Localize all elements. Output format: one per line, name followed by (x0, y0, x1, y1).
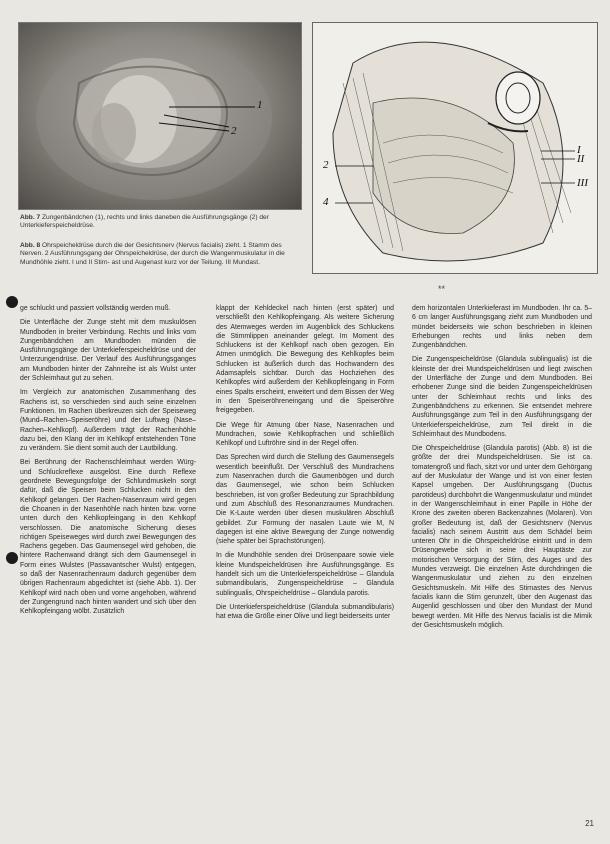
paragraph: Die Ohrspeicheldrüse (Glandula parotis) (Abb. 8) ist die größte der drei Mundspeicheldrüsen. Sie ist ca. tomatengroß und flach, sitzt vor und unter dem Gehörgang auf der Muskulatur der Wange und ist von einer festen Kapsel umgeben. Der Ausführungsgang (Ductus parotideus) durchbohrt die Wangenmuskulatur und mündet in der Wangenschleimhaut in einer Papille in Höhe der Krone des zweiten oberen Backenzahnes (Molaren). Von großer Bedeutung ist, daß der Gesichtsnerv (Nervus facialis) nach seinem Austritt aus dem Schädel beim unteren Ohr in die Ohrspeicheldrüse eintritt und in dem Drüsengewebe sich in seine drei Hauptäste zur motorischen Versorgung der Stirn, des Auges und des Mundes verzweigt. Die einzelnen Äste durchdringen die Wangenmuskulatur und ziehen zu den einzelnen Gesichtsmuskeln. Mit Hilfe des Stirnastes des Nervus facialis kann die Stirn gerunzelt, über den Augenast das Augenlid geschlossen und über den Mundast der Mund bewegt werden. Mit Hilfe des Nervus facialis ist die Mimik der Gesichtsmuskeln möglich. (412, 445, 592, 629)
paragraph: dem horizontalen Unterkieferast im Mundboden. Ihr ca. 5–6 cm langer Ausführungsgang zieht zum Mundboden und mündet beiderseits wie schon beschrieben in kleinen Erhebungen rechts und links neben dem Zungenbändchen. (412, 305, 592, 350)
drawing-label-I: I (577, 144, 581, 156)
drawing-label-4: 4 (323, 196, 329, 208)
drawing-label-III: III (577, 177, 588, 189)
photo-label-1: 1 (257, 99, 263, 111)
caption-abb7 (20, 214, 300, 231)
caption-abb7-text: Zungenbändchen (1), rechts und links daneben die Ausführungsgänge (2) der Unterkieferspeicheldrüse. (20, 214, 269, 230)
page-number: 21 (585, 819, 594, 828)
caption-abb8-text: Ohrspeicheldrüse durch die der Gesichtsnerv (Nervus facialis) zieht. 1 Stamm des Nerven. 2 Ausführungsgang der Ohrspeicheldrüse, der durch die Wangenmuskulatur in die Mundhöhle zieht. I und II Stirn- ast und Augenast kurz vor der Teilung. III Mundast. (20, 242, 285, 266)
paragraph: klappt der Kehldeckel nach hinten (erst später) und verschließt den Kehlkopfeingang. Als weitere Sicherung des Atemweges werden im Augenblick des Schluckens die Stimmlippen aneinander gelegt. Im Moment des Schluckens ist der Kehlkopf nach oben gezogen. Ein Atmen unmöglich. Die Bewegung des Kehlkopfes beim Schlucken ist äußerlich durch das Hochwandern des Adamsapfels sichtbar. Durch das Hochziehen des Kehlkopfes wird außerdem der Kehlkopfeingang in Form eines Spalts erscheint, erweitert und dem Bissen der Weg in den Speiseröhreneingang und die Speiseröhre freigegeben. (216, 305, 394, 415)
text-column-2 (216, 304, 394, 627)
paragraph: Im Vergleich zur anatomischen Zusammenhang des Rachens ist, so verschieden sind auch seine einzelnen Funktionen. Im Rachen überkreuzen sich der Speiseweg (Mund–Rachen–Speiseröhre) und der Luftweg (Nase–Rachen–Kehlkopf). Außerdem trägt der Rachenhöhle dazu bei, den Klang der im Kehlkopf entstehenden Töne zu verändern. Sie dient somit auch der Lautbildung. (20, 389, 196, 453)
paragraph: Die Unterkieferspeicheldrüse (Glandula submandibularis) hat etwa die Größe einer Olive und liegt beiderseits unter (216, 603, 394, 621)
caption-abb8 (20, 242, 300, 267)
caption-abb7-prefix: Abb. 7 (20, 214, 41, 221)
paragraph: Die Zungenspeicheldrüse (Glandula sublingualis) ist die kleinste der drei Mundspeicheldrüsen und liegt zwischen der Unterfläche der Zunge und dem Mundboden. Bei erhobener Zunge sind die beiden Zungenspeicheldrüsen unter der Schleimhaut rechts und links des Zungenbändchens zu erkennen. Sie entsendet mehrere Ausführungsgänge zum Teil in den Ausführungsgang der Unterkieferspeicheldrüse, zum Teil direkt in die Schleimhaut des Mundbodens. (412, 356, 592, 438)
drawing-label-2: 2 (323, 159, 329, 171)
paragraph: ge schluckt und passiert vollständig werden muß. (20, 305, 171, 312)
paragraph: Bei Berührung der Rachenschleimhaut werden Würg- und Schluckreflexe ausgelöst. Eine durch Reflexe geordnete Bewegungsfolge der Schlundmuskeln sorgt dafür, daß die Speisen beim Schlucken nicht in den Kehlkopf gelangen. Der Rachen-Nasenraum wird gegen die Choanen in der Nasenhöhle nach hinten bzw. vorne unten durch den Kehlkopfeingang in den Kehlkopf verschlossen. Die anatomische Sicherung dieses richtigen Speiseweges wird durch zwei Bewegungen des Rachens gegeben. Das Gaumensegel wird gehoben, die hintere Rachenwand drängt sich dem Gaumensegel in Form eines Wulstes (Passavantscher Wulst) entgegen, so daß der Nasenrachenraum dadurch gegenüber dem übrigen Rachenraum abgedichtet ist (siehe Abb. 1). Der Kehlkopf wird nach oben und vorne angehoben, während der Zungengrund nach hinten wandert und sich über den Kehlkopfeingang wölbt. Zusätzlich (20, 459, 196, 616)
drawing-label-II: II (577, 153, 585, 165)
paragraph: In die Mundhöhle senden drei Drüsenpaare sowie viele kleine Mundspeicheldrüsen ihre Ausführungsgänge. Es handelt sich um die Unterkieferspeicheldrüse – Glandula submandibularis, Zungenspeicheldrüse – Glandula sublingualis, Ohrspeicheldrüse – Glandula parotis. (216, 552, 394, 597)
text-column-1 (20, 304, 196, 622)
parotid-illustration (313, 23, 597, 273)
photo-label-2: 2 (231, 125, 237, 137)
paragraph: Das Sprechen wird durch die Stellung des Gaumensegels wesentlich beeinflußt. Der Verschluß des Mundrachens zum Nasenrachen durch die Gaumenbögen und durch das Gaumensegel, wie schon beim Schlucken beschrieben, ist von großer Bedeutung zur Sprachbildung und zum Abschluß des Resonanzraumes Mundrachen. Die K-Laute werden über diesen muskulären Abschluß gebildet. Zur Formung der nasalen Laute wie M, N dagegen ist eine aktive Bewegung der Zunge notwendig (siehe später bei Sprachstörungen). (216, 454, 394, 546)
figure-drawing-parotid (312, 22, 598, 274)
drawing-marker: ** (438, 284, 446, 294)
caption-abb8-prefix: Abb. 8 (20, 242, 41, 249)
figure-photo-tongue (18, 22, 302, 210)
photo-illustration (19, 23, 301, 209)
paragraph: Die Unterfläche der Zunge steht mit dem muskulösen Mundboden in breiter Verbindung. Rechts und links vom Zungenbändchen am Mundboden münden die Ausführungsgänge der Unterkieferspeicheldrüse und der Unterzungendrüse. Der Verlauf des Ausführungsganges am Mundboden hinter der Zahnreihe ist als Wulst unter der Schleimhaut gut zu sehen. (20, 319, 196, 383)
text-column-3 (412, 304, 592, 635)
binder-hole (6, 552, 18, 564)
binder-hole (6, 296, 18, 308)
paragraph: Die Wege für Atmung über Nase, Nasenrachen und Mundrachen, sowie Kehlkopfrachen und schließlich Kehlkopf und Luftröhre sind in der Regel offen. (216, 421, 394, 448)
